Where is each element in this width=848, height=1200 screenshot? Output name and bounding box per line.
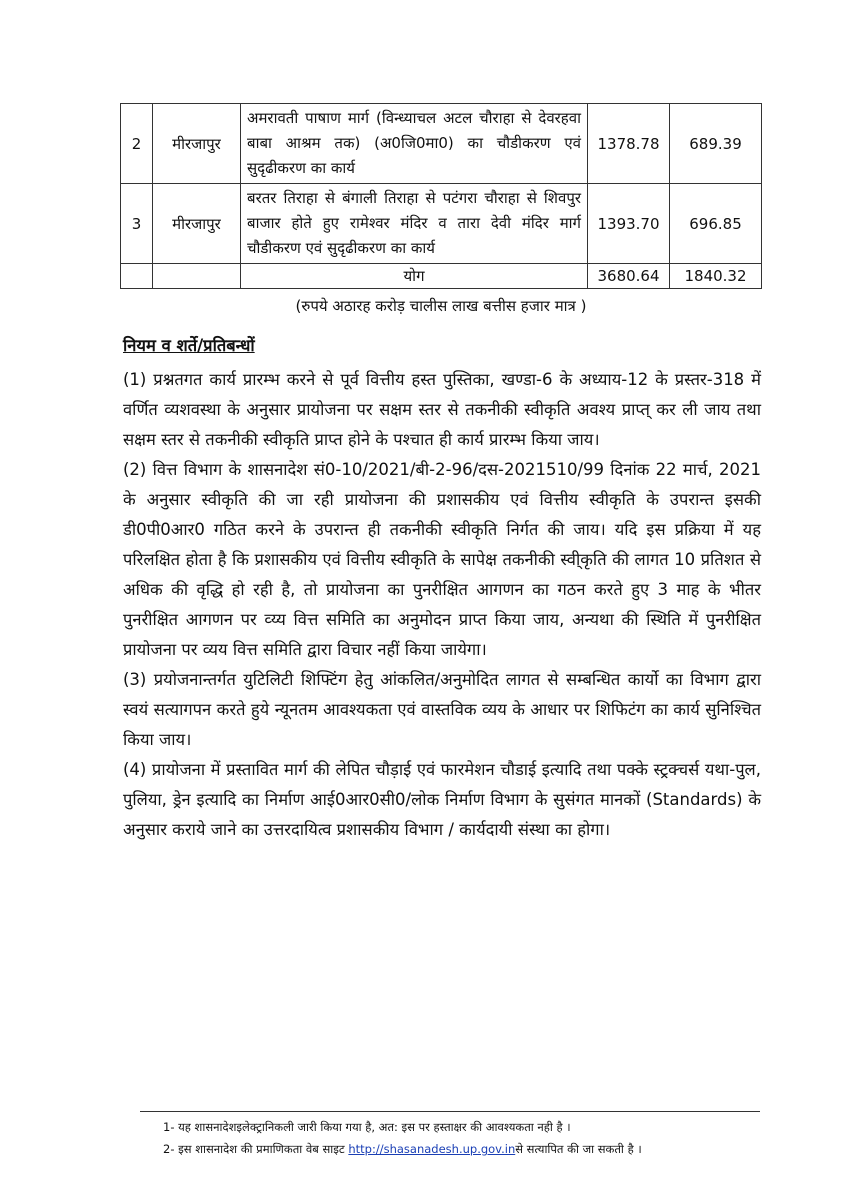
table-row xyxy=(121,104,762,184)
condition-4: (4) प्रायोजना में प्रस्तावित मार्ग की लेपित चौड़ाई एवं फारमेशन चौडाई इत्यादि तथा पक्के स्ट्रक्चर्स यथा-पुल, पुलिया, ड्रेन इत्यादि का निर्माण आई0आर0सी0/लोक निर्माण विभाग के सुसंगत मानकों (Standards) के अनुसार कराये जाने का उत्तरदायित्व प्रशासकीय विभाग / कार्यदायी संस्था का होगा। xyxy=(123,760,761,839)
serial-number: 3 xyxy=(121,184,153,264)
total-amount: 1840.32 xyxy=(670,264,762,289)
empty-cell xyxy=(153,264,241,289)
terms-section xyxy=(123,331,761,845)
section-heading: नियम व शर्ते/प्रतिबन्धों xyxy=(123,336,255,355)
total-row xyxy=(121,264,762,289)
total-label: योग xyxy=(241,264,588,289)
work-description: अमरावती पाषाण मार्ग (विन्ध्याचल अटल चौराहा से देवरहवा बाबा आश्रम तक) (अ0जि0मा0) का चौडीकरण एवं सुदृढीकरण का कार्य xyxy=(241,104,588,184)
condition-3: (3) प्रयोजनान्तर्गत युटिलिटी शिफ्टिंग हेतु आंकलित/अनुमोदित लागत से सम्बन्धित कार्यो का विभाग द्वारा स्वयं सत्यागपन करते हुये न्यूनतम आवश्यकता एवं वास्तविक व्यय के आधार पर शिफिटंग का कार्य सुनिश्चित किया जाय। xyxy=(123,670,761,749)
total-cost: 3680.64 xyxy=(588,264,670,289)
serial-number: 2 xyxy=(121,104,153,184)
project-cost: 1393.70 xyxy=(588,184,670,264)
footer-divider xyxy=(140,1111,760,1112)
work-description: बरतर तिराहा से बंगाली तिराहा से पटंगरा चौराहा से शिवपुर बाजार होते हुए रामेश्वर मंदिर व तारा देवी मंदिर मार्ग चौडीकरण एवं सुदृढीकरण का कार्य xyxy=(241,184,588,264)
footnote-2-suffix: से सत्यापित की जा सकती है । xyxy=(515,1142,642,1156)
project-cost: 1378.78 xyxy=(588,104,670,184)
district: मीरजापुर xyxy=(153,184,241,264)
footnote-1: 1- यह शासनादेशइलेक्ट्रानिकली जारी किया गया है, अत: इस पर हस्ताक्षर की आवश्यकता नही है । xyxy=(163,1120,571,1134)
footnote-2-prefix: 2- इस शासनादेश की प्रमाणिकता वेब साइट xyxy=(163,1142,349,1156)
amount-in-words: (रुपये अठारह करोड़ चालीस लाख बत्तीस हजार मात्र ) xyxy=(295,297,587,315)
works-table xyxy=(120,103,762,289)
empty-cell xyxy=(121,264,153,289)
condition-2: (2) वित्त विभाग के शासनादेश सं0-10/2021/बी-2-96/दस-2021510/99 दिनांक 22 मार्च, 2021 के अनुसार स्वीकृति की जा रही प्रायोजना की प्रशासकीय एवं वित्तीय स्वीकृति के उपरान्त इसकी डी0पी0आर0 गठित करने के उपरान्त ही तकनीकी स्वीकृति निर्गत की जाय। यदि इस प्रक्रिया में यह परिलक्षित होता है कि प्रशासकीय एवं वित्तीय स्वीकृति के सापेक्ष तकनीकी स्वी्कृति की लागत 10 प्रतिशत से अधिक की वृद्धि हो रही है, तो प्रायोजना का पुनरीक्षित आगणन का गठन करते हुए 3 माह के भीतर पुनरीक्षित आगणन पर व्य्य वित्त समिति का अनुमोदन प्राप्त किया जाय, अन्यथा की स्थिति में पुनरीक्षित प्रायोजना पर व्यय वित्त समिति द्वारा विचार नहीं किया जायेगा। xyxy=(123,460,761,659)
table-row xyxy=(121,184,762,264)
footnote-2 xyxy=(163,1138,760,1160)
district: मीरजापुर xyxy=(153,104,241,184)
sanctioned-amount: 689.39 xyxy=(670,104,762,184)
sanctioned-amount: 696.85 xyxy=(670,184,762,264)
footer xyxy=(140,1081,760,1160)
condition-1: (1) प्रश्नतगत कार्य प्रारम्भ करने से पूर्व वित्तीय हस्त पुस्तिका, खण्डा-6 के अध्याय-12 के प्रस्तर-318 में वर्णित व्यशवस्था के अनुसार प्रायोजना पर सक्षम स्तर से तकनीकी स्वीकृति अवश्य प्राप्त् कर ली जाय तथा सक्षम स्तर से तकनीकी स्वीकृति प्राप्त होने के पश्चात ही कार्य प्रारम्भ किया जाय। xyxy=(123,370,761,449)
shasanadesh-link[interactable]: http://shasanadesh.up.gov.in xyxy=(348,1142,516,1156)
